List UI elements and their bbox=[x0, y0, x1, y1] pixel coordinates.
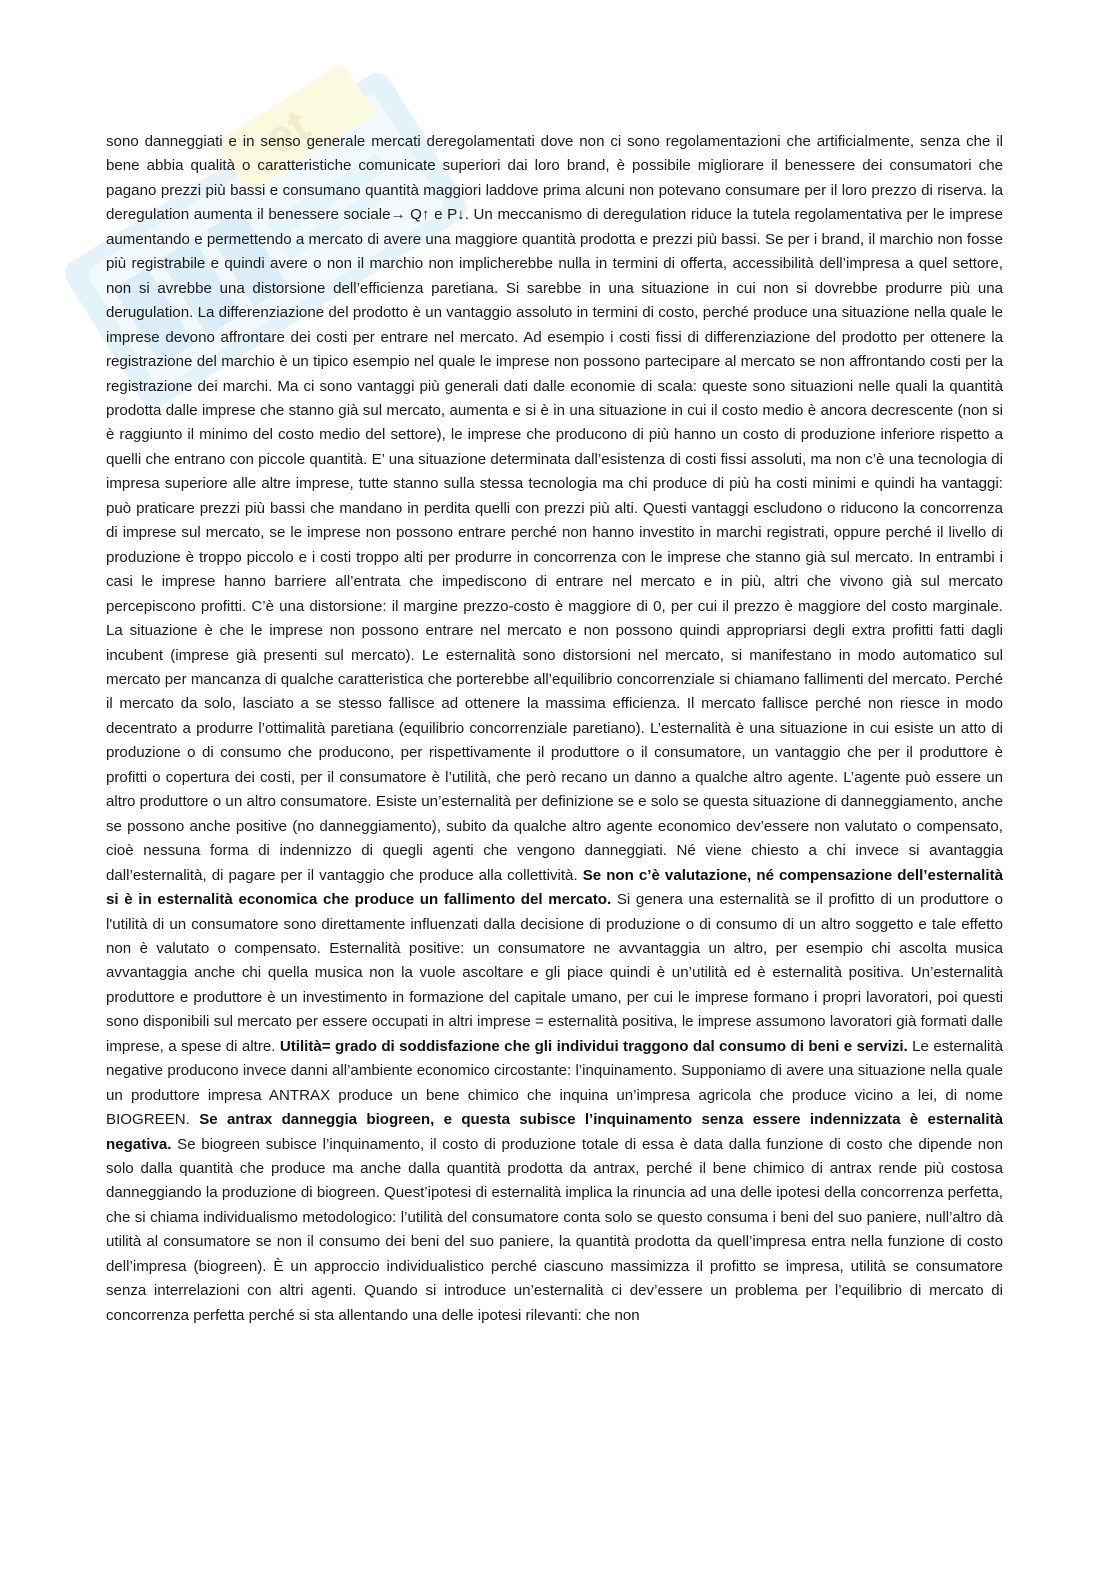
document-body-paragraph bbox=[106, 130, 1003, 1328]
paragraph-bold-run: Se non c’è valutazione, né compensazione dell’esternalità si è in esternalità economica che produce un fallimento del mercato. bbox=[106, 866, 1003, 909]
paragraph-run: Le esternalità negative producono invece danni all’ambiente economico circostante: l’inquinamento. Supponiamo di avere una situazione nella quale un produttore impresa ANTRAX produce un bene chimico che inquina un’impresa agricola che produce vicino a lei, di nome BIOGREEN. bbox=[106, 1037, 1003, 1129]
svg-text:et: et bbox=[255, 98, 319, 165]
paragraph-run: Se biogreen subisce l’inquinamento, il costo di produzione totale di essa è data dalla funzione di costo che dipende non solo dalla quantità che produce ma anche dalla quantità prodotta da antrax, perché il bene chimico di antrax rende più costosa danneggiando la produzione di biogreen. Quest’ipotesi di esternalità implica la rinuncia ad una delle ipotesi della concorrenza perfetta, che si chiama individualismo metodologico: l’utilità del consumatore conta solo se questo consuma i beni del suo paniere, null’altro dà utilità al consumatore se non il consumo dei beni del suo paniere, la quantità prodotta da quell’impresa entra nella funzione di costo dell’impresa (biogreen). È un approccio individualistico perché ciascuno massimizza il profitto se impresa, utilità se consumatore senza interrelazioni con altri agenti. Quando si introduce un’esternalità ci dev’essere un problema per l’equilibrio di mercato di concorrenza perfetta perché si sta allentando una delle ipotesi rilevanti: che non bbox=[106, 1135, 1003, 1324]
paragraph-run: sono danneggiati e in senso generale mercati deregolamentati dove non ci sono regolamentazioni che artificialmente, senza che il bene abbia qualità o caratteristiche comunicate superiori dai loro brand, è possibile migliorare il benessere dei consumatori che pagano prezzi più bassi e consumano quantità maggiori laddove prima alcuni non potevano consumare per il loro prezzo di riserva. la deregulation aumenta il benessere sociale→ Q↑ e P↓. Un meccanismo di deregulation riduce la tutela regolamentativa per le imprese aumentando e permettendo a mercato di avere una maggiore quantità prodotta e prezzi più bassi. Se per i brand, il marchio non fosse più registrabile e quindi avere o non il marchio non implicherebbe nulla in termini di offerta, accessibilità dell’impresa a quel settore, non si avrebbe una distorsione dell’efficienza paretiana. Si sarebbe in una situazione in cui non si dovrebbe produrre più una derugulation. La differenziazione del prodotto è un vantaggio assoluto in termini di costo, perché produce una situazione nella quale le imprese devono affrontare dei costi per entrare nel mercato. Ad esempio i costi fissi di differenziazione del prodotto per ottenere la registrazione del marchio è un tipico esempio nel quale le imprese non possono partecipare al mercato se non affrontando costi per la registrazione dei marchi. Ma ci sono vantaggi più generali dati dalle economie di scala: queste sono situazioni nelle quali la quantità prodotta dalle imprese che stanno già sul mercato, aumenta e si è in una situazione in cui il costo medio è ancora decrescente (non si è raggiunto il minimo del costo medio del settore), le imprese che producono di più hanno un costo di produzione inferiore rispetto a quelli che entrano con piccole quantità. E’ una situazione determinata dall’esistenza di costi fissi assoluti, ma non c’è una tecnologia di impresa superiore alle altre imprese, tutte stanno sulla stessa tecnologia ma chi produce di più ha costi minimi e quindi ha vantaggi: può praticare prezzi più bassi che mandano in perdita quelli con prezzi più alti. Questi vantaggi escludono o riducono la concorrenza di imprese sul mercato, se le imprese non possono entrare perché non hanno investito in marchi registrati, oppure perché il livello di produzione è troppo piccolo e i costi troppo alti per produrre in concorrenza con le imprese che stanno già sul mercato. In entrambi i casi le imprese hanno barriere all’entrata che impediscono di entrare nel mercato e in più, altri che vivono già sul mercato percepiscono profitti. C’è una distorsione: il margine prezzo-costo è maggiore di 0, per cui il prezzo è maggiore del costo marginale. La situazione è che le imprese non possono entrare nel mercato e non possono quindi appropriarsi degli extra profitti fatti dagli incubent (imprese già presenti sul mercato). Le esternalità sono distorsioni nel mercato, si manifestano in modo automatico sul mercato per mancanza di qualche caratteristica che porterebbe all’equilibrio concorrenziale si chiamano fallimenti del mercato. Perché il mercato da solo, lasciato a se stesso fallisce ad ottenere la massima efficienza. Il mercato fallisce perché non riesce in modo decentrato a produrre l’ottimalità paretiana (equilibrio concorrenziale paretiano). L’esternalità è una situazione in cui esiste un atto di produzione o di consumo che producono, per rispettivamente il produttore o il consumatore, un vantaggio che per il produttore è profitti o copertura dei costi, per il consumatore è l’utilità, che però recano un danno a qualche altro agente. L’agente può essere un altro produttore o un altro consumatore. Esiste un’esternalità per definizione se e solo se questa situazione di danneggiamento, anche se possono anche positive (no danneggiamento), subito da qualche altro agente economico dev’essere non valutato o compensato, cioè nessuna forma di indennizzo di quegli agenti che vengono danneggiati. Né viene chiesto a chi invece si avantaggia dall’esternalità, di pagare per il vantaggio che produce alla collettività. bbox=[106, 133, 1003, 884]
paragraph-run: Si genera una esternalità se il profitto di un produttore o l'utilità di un consumatore sono direttamente influenzati dalla decisione di produzione o di consumo di un altro soggetto e tale effetto non è valutato o compensato. Esternalità positive: un consumatore ne avvantaggia un altro, per esempio chi ascolta musica avvantaggia anche chi quella musica non la vuole ascoltare e gli piace quindi è un’utilità ed è esternalità positiva. Un’esternalità produttore e produttore è un investimento in formazione del capitale umano, per cui le imprese formano i propri lavoratori, poi questi sono disponibili sul mercato per essere occupati in altri imprese = esternalità positiva, le imprese assumono lavoratori già formati dalle imprese, a spese di altre. bbox=[106, 891, 1003, 1055]
paragraph-bold-run: Se antrax danneggia biogreen, e questa subisce l’inquinamento senza essere indennizzata è esternalità negativa. bbox=[106, 1111, 1003, 1153]
paragraph-bold-run: Utilità= grado di soddisfazione che gli individui traggono dal consumo di beni e servizi. bbox=[279, 1037, 908, 1055]
